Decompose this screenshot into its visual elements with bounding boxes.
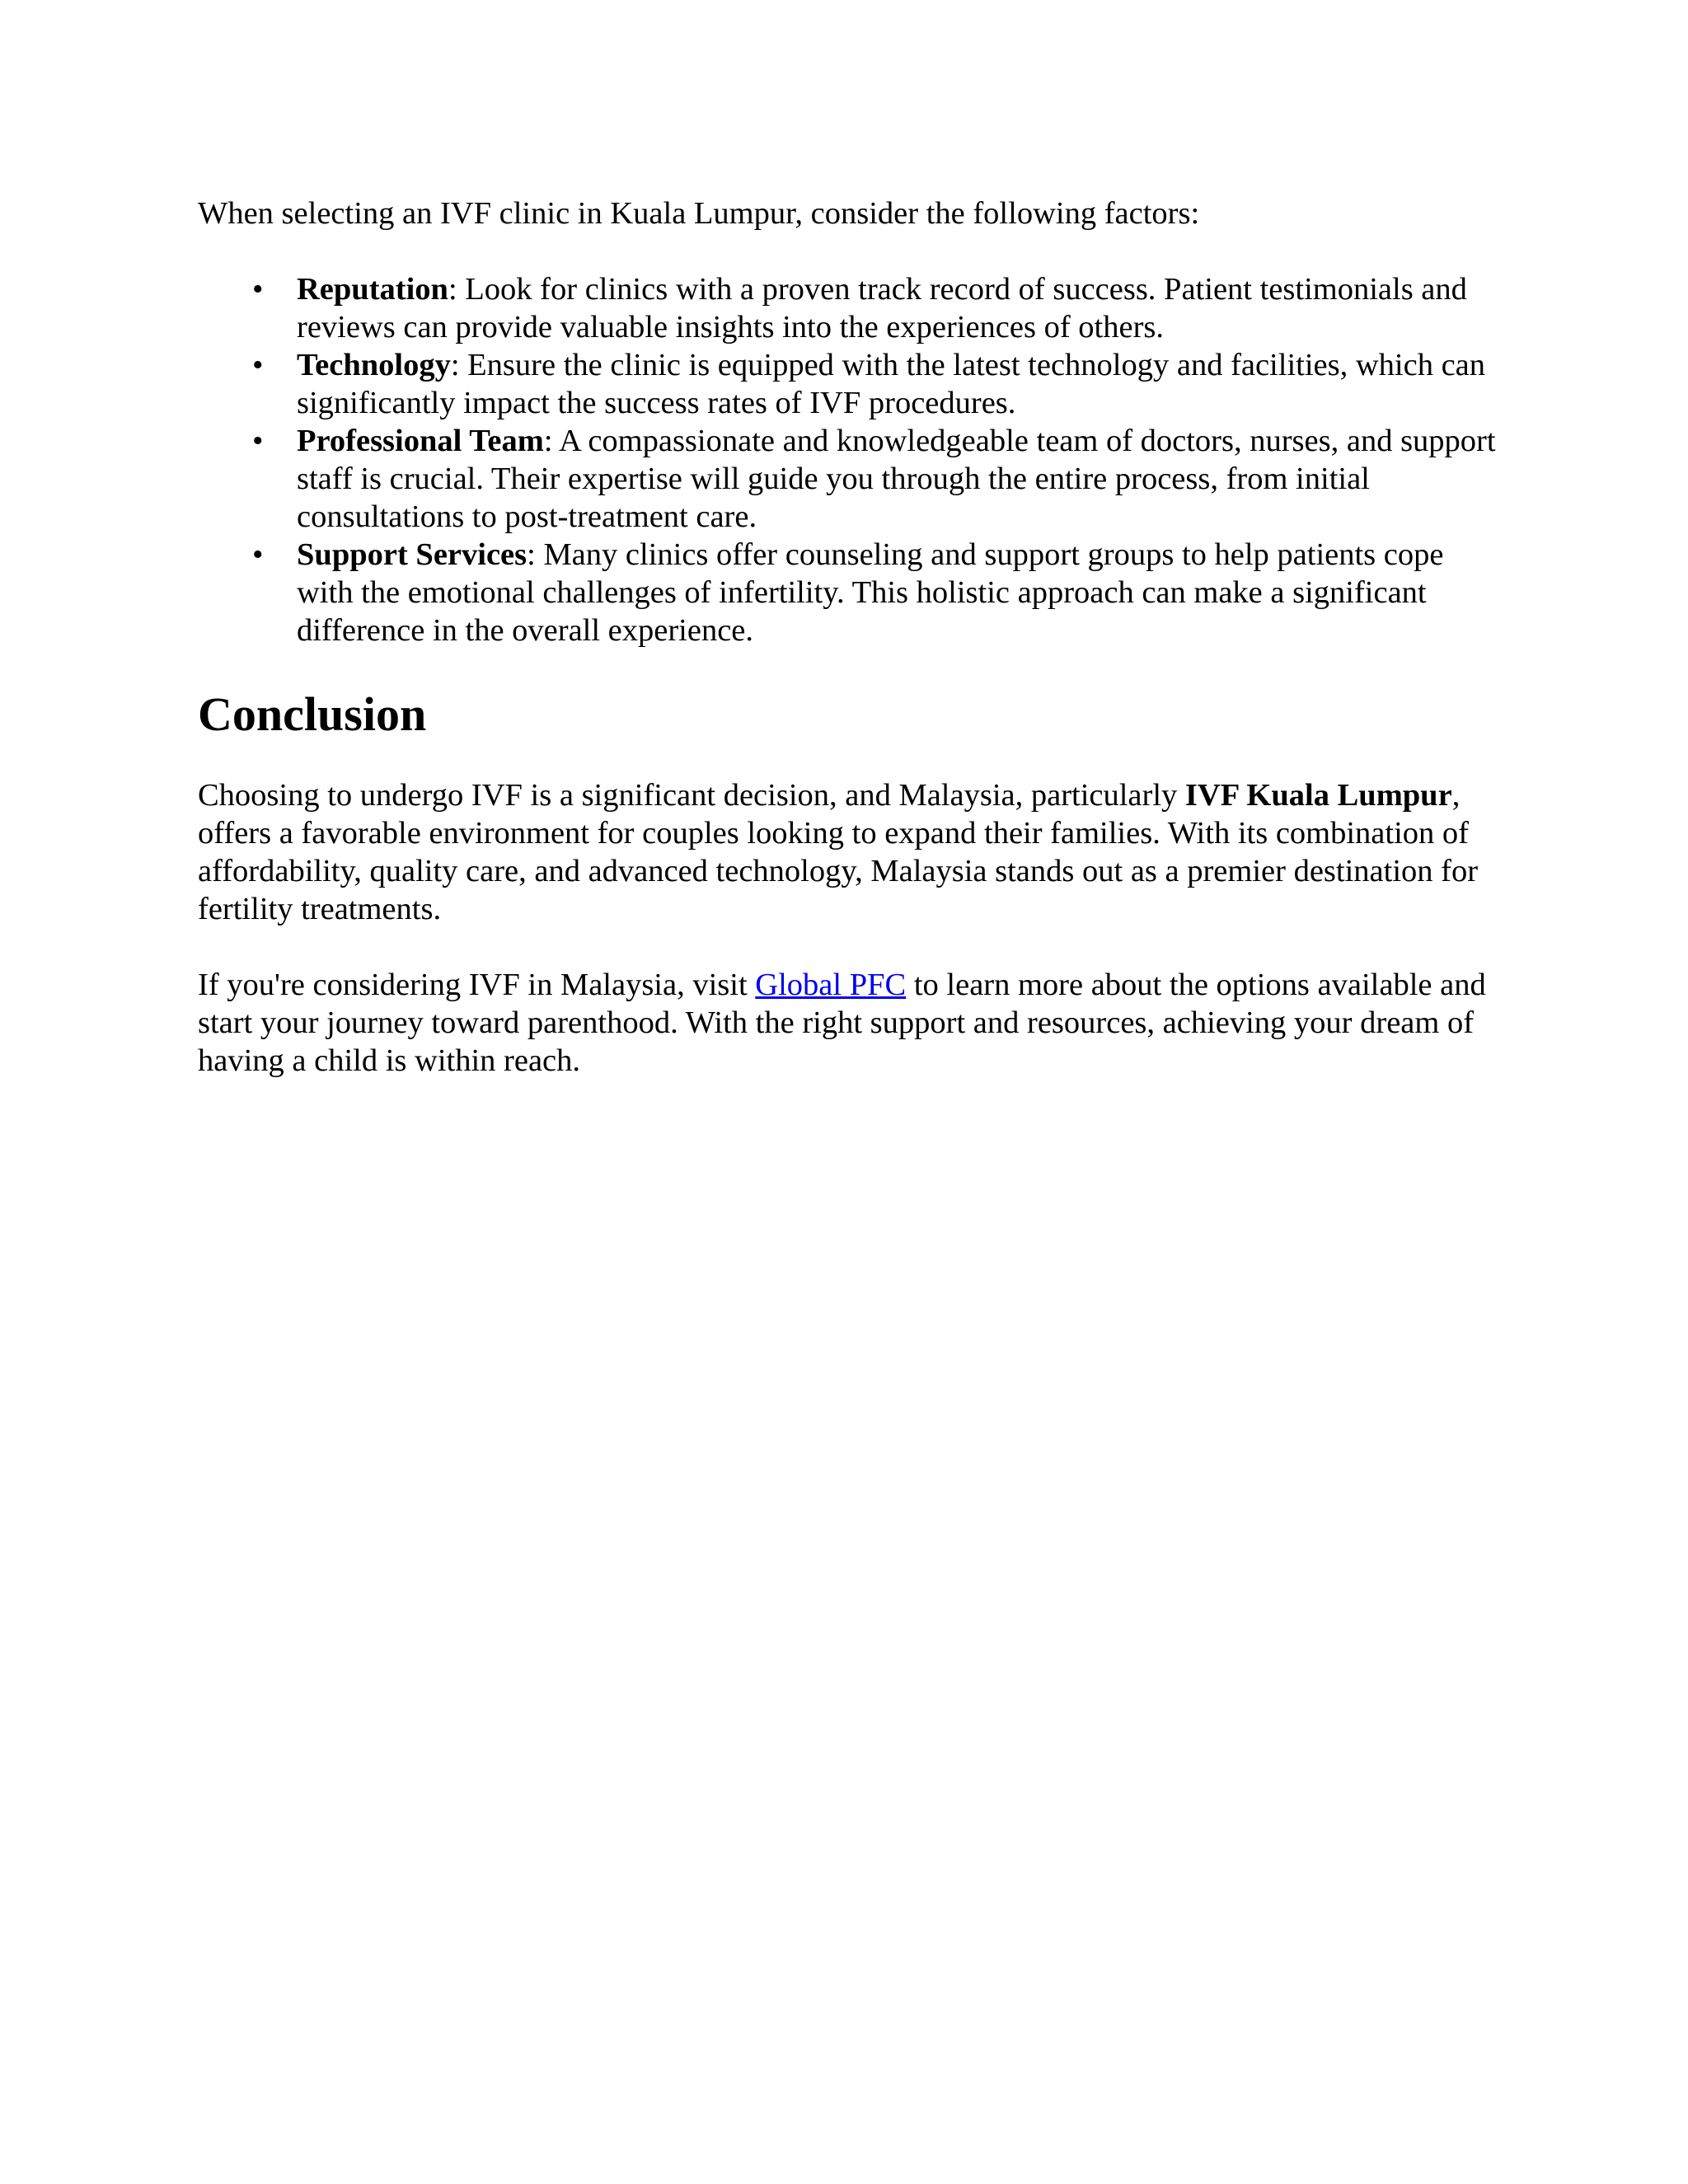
factor-term: Reputation <box>297 272 448 307</box>
list-item <box>252 270 1500 346</box>
paragraph-text: If you're considering IVF in Malaysia, visit <box>198 968 756 1002</box>
factor-text: : Ensure the clinic is equipped with the latest technology and facilities, which can significantly impact the success rates of IVF procedures. <box>297 348 1486 420</box>
list-item <box>252 346 1500 422</box>
paragraph-text: Choosing to undergo IVF is a significant decision, and Malaysia, particularly <box>198 778 1185 813</box>
document-page <box>198 194 1500 1080</box>
paragraph-text: , offers a favorable environment for couples looking to expand their families. With its combination of affordability, quality care, and advanced technology, Malaysia stands out as a premier destination for fertility treatments. <box>198 778 1479 926</box>
factor-text: : A compassionate and knowledgeable team of doctors, nurses, and support staff is crucial. Their expertise will guide you through the entire process, from initial consultations to post-treatment care. <box>297 424 1496 534</box>
bullet-icon: • <box>252 424 264 458</box>
list-item <box>252 422 1500 536</box>
list-item <box>252 536 1500 649</box>
factor-term: Professional Team <box>297 424 544 458</box>
factor-text: : Look for clinics with a proven track record of success. Patient testimonials and reviews can provide valuable insights into the experiences of others. <box>297 272 1467 344</box>
call-to-action-paragraph <box>198 966 1500 1080</box>
bullet-icon: • <box>252 348 264 382</box>
factor-term: Technology <box>297 348 451 382</box>
conclusion-paragraph <box>198 776 1500 928</box>
global-pfc-link[interactable]: Global PFC <box>755 968 907 1002</box>
bullet-icon: • <box>252 272 264 307</box>
intro-paragraph: When selecting an IVF clinic in Kuala Lumpur, consider the following factors: <box>198 196 1200 231</box>
conclusion-heading: Conclusion <box>198 687 427 741</box>
emphasis-text: IVF Kuala Lumpur <box>1184 778 1452 813</box>
factor-term: Support Services <box>297 537 528 572</box>
factors-list <box>198 270 1500 649</box>
paragraph-text: to learn more about the options available and start your journey toward parenthood. With the right support and resources, achieving your dream of having a child is within reach. <box>198 968 1486 1078</box>
factor-text: : Many clinics offer counseling and support groups to help patients cope with the emotional challenges of infertility. This holistic approach can make a significant difference in the overall experience. <box>297 537 1444 648</box>
bullet-icon: • <box>252 537 264 572</box>
